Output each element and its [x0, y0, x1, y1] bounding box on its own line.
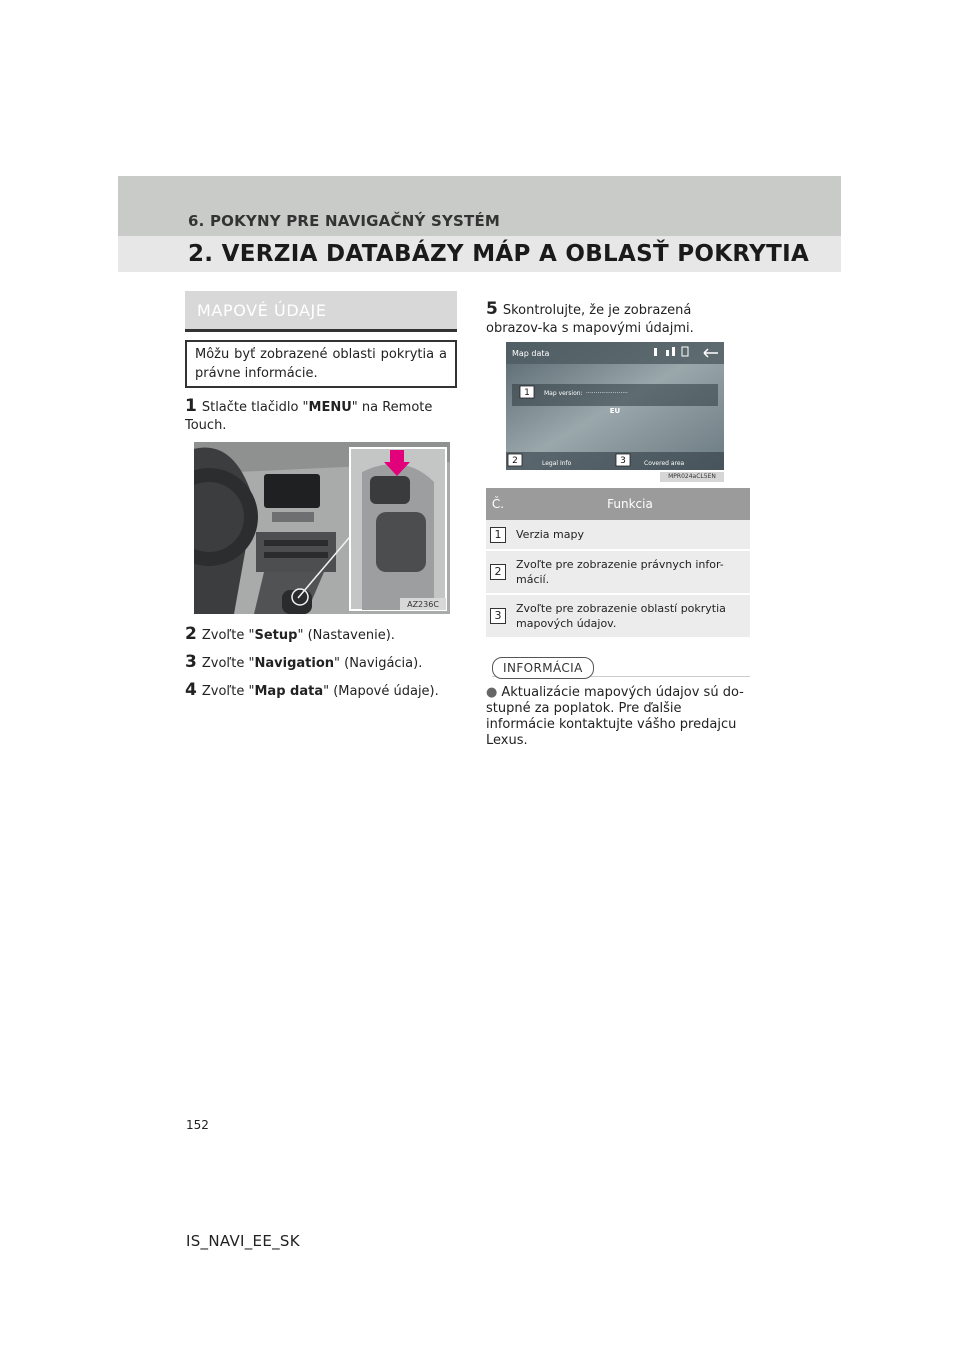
callout-2: 2: [512, 456, 518, 466]
remote-touch-photo: [194, 442, 450, 614]
map-version-label: Map version:: [544, 390, 583, 397]
row-description: Zvoľte pre zobrazenie právnych infor-mácií.: [510, 550, 750, 594]
table-row: [486, 594, 750, 638]
step-2: 2 Zvoľte "Setup" (Nastavenie).: [185, 624, 395, 644]
figure-code: AZ236C: [407, 600, 439, 609]
callout-3: 3: [620, 456, 626, 466]
section-title-box: [185, 291, 457, 332]
table-header-num: Č.: [486, 488, 510, 520]
row-number: 2: [490, 564, 506, 580]
table-row: [486, 520, 750, 550]
callout-1: 1: [524, 388, 530, 398]
note-text: Aktualizácie mapových údajov sú do-stupné za poplatok. Pre ďalšie informácie kontaktujte vášho predajcu Lexus.: [486, 685, 744, 748]
map-data-screen-illustration: [506, 342, 724, 470]
bullet-icon: ●: [486, 685, 498, 700]
row-number: 1: [490, 527, 506, 543]
table-header-function: Funkcia: [510, 488, 750, 520]
row-description: Verzia mapy: [510, 520, 750, 550]
page-title: 2. VERZIA DATABÁZY MÁP A OBLASŤ POKRYTIA: [188, 241, 810, 267]
legal-info-button[interactable]: Legal Info: [542, 460, 572, 467]
screen-title: Map data: [512, 349, 550, 358]
step-1: 1 Stlačte tlačidlo "MENU" na Remote Touch.: [185, 396, 433, 433]
footer-code: IS_NAVI_EE_SK: [186, 1232, 300, 1250]
note-bullet: [486, 685, 748, 749]
table-row: [486, 550, 750, 594]
row-number: 3: [490, 608, 506, 624]
header-band: [118, 176, 841, 272]
row-description: Zvoľte pre zobrazenie oblastí pokrytia mapových údajov.: [510, 594, 750, 638]
map-version-value: ······················: [586, 390, 628, 397]
section-heading: 6. POKYNY PRE NAVIGAČNÝ SYSTÉM: [188, 212, 501, 230]
note-label: INFORMÁCIA: [492, 657, 594, 679]
screen-figure-code: MPR024aCL5EN: [660, 472, 724, 482]
car-interior-illustration: [194, 442, 450, 614]
covered-area-button[interactable]: Covered area: [644, 460, 685, 467]
step-3: 3 Zvoľte "Navigation" (Navigácia).: [185, 652, 423, 672]
map-data-screen: [506, 342, 724, 470]
region-label: EU: [609, 407, 621, 415]
intro-text: Môžu byť zobrazené oblasti pokrytia a právne informácie.: [195, 347, 447, 381]
page-number: 152: [186, 1118, 209, 1132]
function-table: [486, 488, 750, 639]
section-title: MAPOVÉ ÚDAJE: [197, 301, 327, 320]
intro-box: [185, 340, 457, 388]
step-4: 4 Zvoľte "Map data" (Mapové údaje).: [185, 680, 439, 700]
step-5: 5 Skontrolujte, že je zobrazená obrazov-ka s mapovými údajmi.: [486, 299, 694, 336]
